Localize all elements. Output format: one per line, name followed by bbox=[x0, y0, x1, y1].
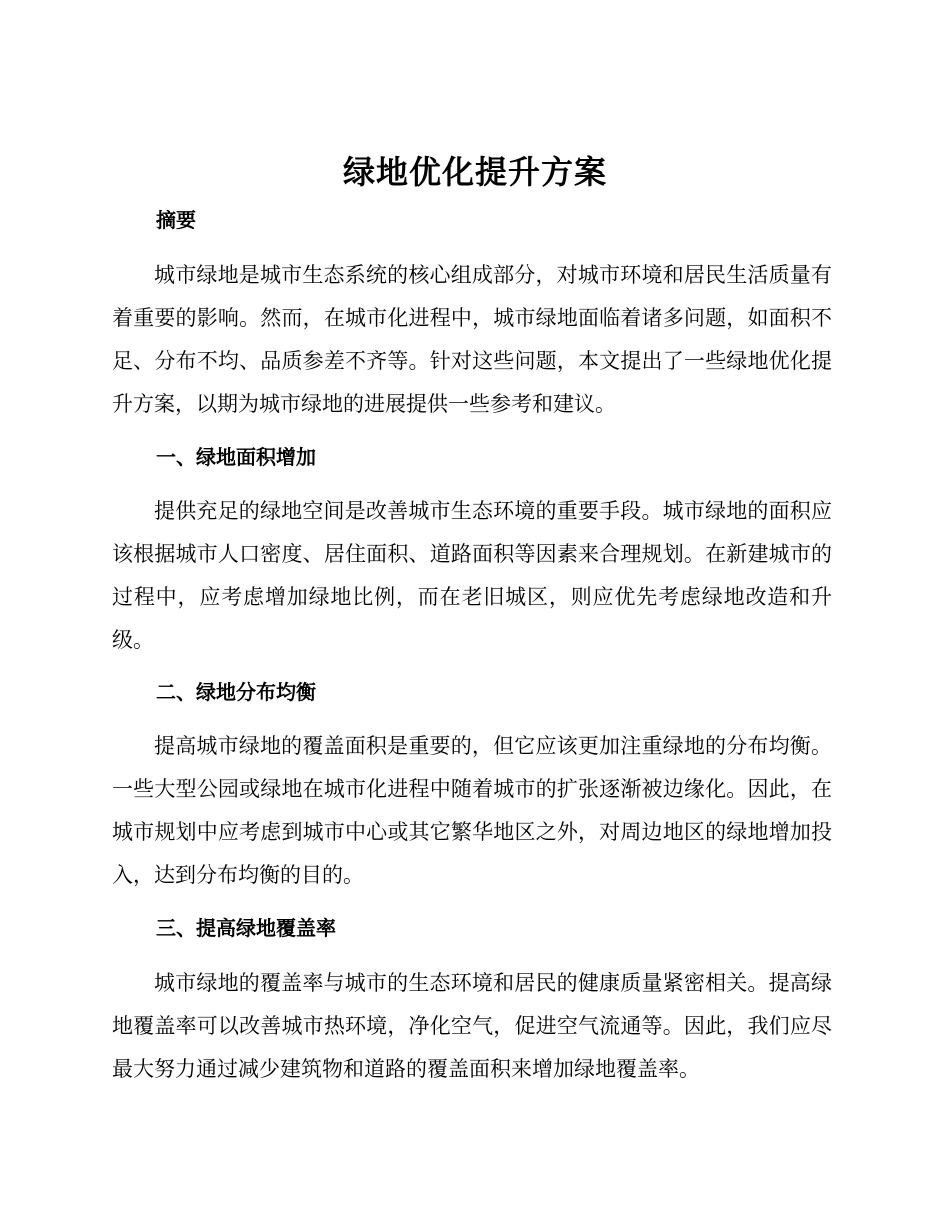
section-body-abstract: 城市绿地是城市生态系统的核心组成部分，对城市环境和居民生活质量有着重要的影响。然而，在城市化进程中，城市绿地面临着诸多问题，如面积不足、分布不均、品质参差不齐等。针对这些问题，本文提出了一些绿地优化提升方案，以期为城市绿地的进展提供一些参考和建议。 bbox=[112, 263, 832, 416]
section-body-coverage: 城市绿地的覆盖率与城市的生态环境和居民的健康质量紧密相关。提高绿地覆盖率可以改善城市热环境，净化空气，促进空气流通等。因此，我们应尽最大努力通过减少建筑物和道路的覆盖面积来增加绿地覆盖率。 bbox=[112, 971, 832, 1081]
section-heading-distribution: 二、绿地分布均衡 bbox=[156, 680, 316, 704]
section-heading-coverage: 三、提高绿地覆盖率 bbox=[156, 916, 336, 940]
document-title: 绿地优化提升方案 bbox=[342, 153, 607, 191]
section-heading-area: 一、绿地面积增加 bbox=[156, 445, 316, 469]
section-body-distribution: 提高城市绿地的覆盖面积是重要的，但它应该更加注重绿地的分布均衡。一些大型公园或绿地在城市化进程中随着城市的扩张逐渐被边缘化。因此，在城市规划中应考虑到城市中心或其它繁华地区之外，对周边地区的绿地增加投入，达到分布均衡的目的。 bbox=[112, 734, 832, 887]
section-body-area: 提供充足的绿地空间是改善城市生态环境的重要手段。城市绿地的面积应该根据城市人口密度、居住面积、道路面积等因素来合理规划。在新建城市的过程中，应考虑增加绿地比例，而在老旧城区，则应优先考虑绿地改造和升级。 bbox=[112, 499, 832, 652]
section-heading-abstract: 摘要 bbox=[156, 208, 196, 232]
